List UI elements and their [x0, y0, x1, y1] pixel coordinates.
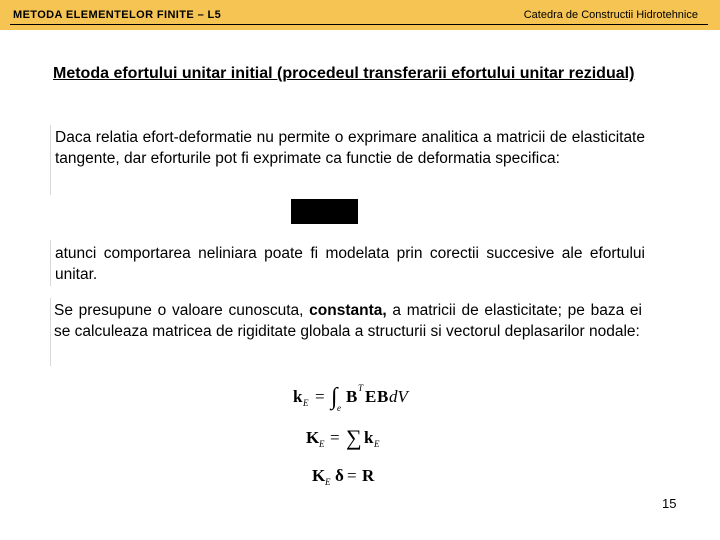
paragraph-nonlinear: atunci comportarea neliniara poate fi modelata prin corectii succesive ale efortului unitar.: [55, 245, 645, 283]
svg-text:E: E: [319, 439, 325, 449]
equation-global-stiffness-formula: [306, 425, 396, 457]
course-title: METODA ELEMENTELOR FINITE – L5: [13, 9, 222, 21]
svg-text:E: E: [303, 398, 309, 408]
paragraph-assumption: [54, 300, 642, 342]
svg-text:E: E: [374, 439, 380, 449]
svg-text:k: k: [364, 428, 374, 447]
svg-text:dV: dV: [389, 387, 408, 406]
svg-text:∫: ∫: [331, 384, 338, 410]
paragraph-marker: [50, 298, 51, 366]
header-bar: [0, 0, 720, 30]
department-name: Catedra de Constructii Hidrotehnice: [523, 9, 698, 21]
svg-text:E: E: [365, 387, 377, 406]
slide-title: Metoda efortului unitar initial (procedeul transferarii efortului unitar rezidual): [53, 65, 635, 82]
redacted-formula-image: [291, 199, 358, 224]
svg-text:K: K: [312, 466, 326, 485]
svg-text:E: E: [325, 477, 331, 487]
svg-text:B: B: [346, 387, 358, 406]
paragraph-assumption-bold: constanta,: [309, 302, 387, 319]
svg-text:∑: ∑: [346, 425, 362, 450]
paragraph-assumption-start: Se presupune o valoare cunoscuta,: [54, 302, 310, 319]
paragraph-assumption-end: a matricii de elasticitate; pe baza ei se calculeaza matricea de rigiditate globala a structurii si vectorul deplasarilor nodale:: [54, 302, 642, 340]
equation-element-stiffness-formula: [293, 380, 423, 420]
header-divider: [10, 24, 708, 25]
svg-text:K: K: [306, 428, 320, 447]
svg-text:k: k: [293, 387, 303, 406]
svg-text:=: =: [330, 428, 340, 447]
paragraph-intro: Daca relatia efort-deformatie nu permite o exprimare analitica a matricii de elasticitate tangente, dar eforturile pot fi exprimate ca functie de deformatia specifica:: [55, 129, 645, 167]
svg-text:e: e: [337, 403, 341, 413]
svg-text:=: =: [315, 387, 325, 406]
svg-text:R: R: [362, 466, 375, 485]
equation-equilibrium-formula: [312, 465, 392, 493]
paragraph-marker: [50, 125, 51, 195]
page-number: 15: [662, 496, 677, 511]
svg-text:δ: δ: [335, 466, 344, 485]
svg-text:=: =: [347, 466, 357, 485]
equation-equilibrium: [312, 465, 392, 498]
svg-text:T: T: [358, 383, 364, 393]
paragraph-marker: [50, 240, 51, 286]
equation-element-stiffness: [293, 380, 423, 425]
equation-global-stiffness: [306, 425, 396, 462]
svg-text:B: B: [377, 387, 389, 406]
